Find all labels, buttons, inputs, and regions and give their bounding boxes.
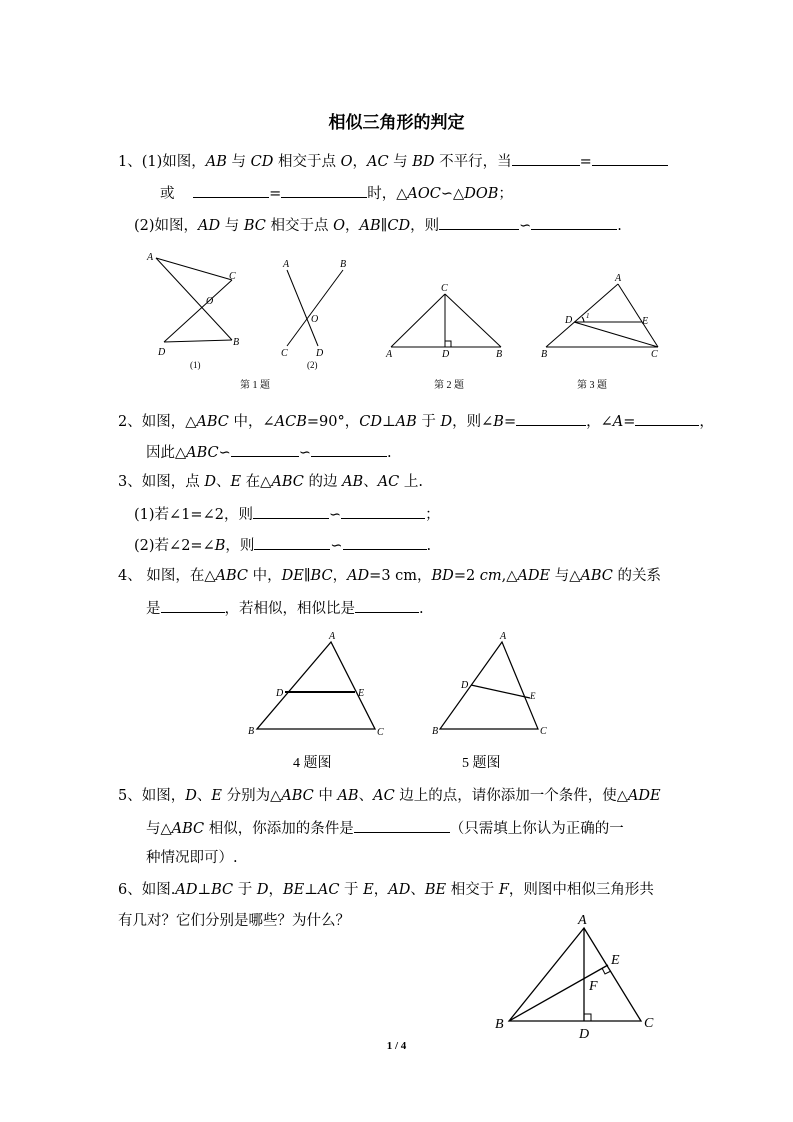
label-C: C xyxy=(644,1016,654,1031)
figure-5 xyxy=(440,642,538,729)
label-A: A xyxy=(386,349,393,360)
label-A: A xyxy=(329,631,336,642)
label-D: D xyxy=(158,347,166,358)
answer-blank[interactable] xyxy=(635,410,699,426)
q5-line1: 5、如图，D、E 分别为△ABC 中 AB、AC 边上的点，请你添加一个条件，使△ADE xyxy=(118,788,661,804)
q2-line1: 2、如图，△ABC 中，∠ACB=90°，CD⊥AB 于 D，则∠B= ，∠A= ， xyxy=(118,410,714,432)
answer-blank[interactable] xyxy=(231,441,299,457)
label-B: B xyxy=(432,726,439,737)
q6-line2: 有几对？它们分别是哪些？为什么？ xyxy=(118,913,350,929)
label-D: D xyxy=(442,349,450,360)
answer-blank[interactable] xyxy=(311,441,387,457)
q1-line1: 1、(1)如图，AB 与 CD 相交于点 O，AC 与 BD 不平行，当 = xyxy=(118,150,668,172)
q1-line2: 或 = 时，△AOC∽△DOB； xyxy=(160,182,513,204)
q6-line1: 6、如图.AD⊥BC 于 D，BE⊥AC 于 E，AD、BE 相交于 F，则图中相似三角形共 xyxy=(118,882,654,898)
label-D: D xyxy=(316,348,324,359)
label-A: A xyxy=(500,631,507,642)
answer-blank[interactable] xyxy=(253,503,329,519)
answer-blank[interactable] xyxy=(516,410,586,426)
page-title: 相似三角形的判定 xyxy=(328,113,465,133)
q3-line2: (1)若∠1=∠2，则 ∽ ； xyxy=(134,503,440,525)
answer-blank[interactable] xyxy=(161,597,225,613)
label-B: B xyxy=(248,726,255,737)
label-B: B xyxy=(340,259,347,270)
label-C: C xyxy=(281,348,288,359)
label-E: E xyxy=(611,953,620,968)
label-E: E xyxy=(530,691,536,701)
label-C: C xyxy=(377,727,384,738)
q5-line3: 种情况即可）. xyxy=(146,850,238,866)
label-A: A xyxy=(615,273,622,284)
q4-line1: 4、 如图，在△ABC 中，DE∥BC，AD=3 cm，BD=2 cm,△ADE 与△ABC 的关系 xyxy=(118,568,661,584)
label-B: B xyxy=(233,337,240,348)
label-A: A xyxy=(147,252,154,263)
answer-blank[interactable] xyxy=(343,534,427,550)
answer-blank[interactable] xyxy=(355,597,419,613)
label-C: C xyxy=(441,283,448,294)
label-O: O xyxy=(206,296,214,307)
answer-blank[interactable] xyxy=(341,503,425,519)
label-D: D xyxy=(276,688,284,699)
caption-q2: 第 2 题 xyxy=(434,380,464,391)
angle-1-label: 1 xyxy=(586,312,590,320)
label-B: B xyxy=(541,349,548,360)
answer-blank[interactable] xyxy=(354,817,450,833)
figure-1-1 xyxy=(156,258,232,342)
q4-line2: 是 ，若相似，相似比是 . xyxy=(146,597,424,619)
label-F: F xyxy=(589,979,598,994)
caption-q3: 第 3 题 xyxy=(577,380,607,391)
label-E: E xyxy=(358,688,365,699)
label-B: B xyxy=(496,349,503,360)
figure-2 xyxy=(391,294,501,347)
caption-1-1: (1) xyxy=(190,360,201,370)
q2-line2: 因此△ABC∽ ∽ . xyxy=(146,441,392,463)
caption-q4: 4 题图 xyxy=(293,756,332,771)
q1-line3: (2)如图，AD 与 BC 相交于点 O，AB∥CD，则 ∽ . xyxy=(134,214,622,236)
label-A: A xyxy=(283,259,290,270)
answer-blank[interactable] xyxy=(254,534,330,550)
caption-q5: 5 题图 xyxy=(462,756,501,771)
label-O: O xyxy=(311,314,319,325)
label-D: D xyxy=(461,680,469,691)
figure-6 xyxy=(509,928,641,1021)
q3-line1: 3、如图，点 D、E 在△ABC 的边 AB、AC 上. xyxy=(118,474,423,490)
figure-4 xyxy=(257,642,375,729)
page-number: 1 / 4 xyxy=(386,1040,407,1052)
label-C: C xyxy=(651,349,658,360)
label-E: E xyxy=(642,316,649,327)
label-B: B xyxy=(495,1017,504,1032)
label-A: A xyxy=(578,913,587,928)
label-D: D xyxy=(579,1027,590,1042)
label-D: D xyxy=(565,315,573,326)
figure-1-2 xyxy=(287,270,343,346)
caption-q1: 第 1 题 xyxy=(240,380,270,391)
label-C: C xyxy=(540,726,547,737)
q3-line3: (2)若∠2=∠B，则 ∽ . xyxy=(134,534,431,556)
caption-1-2: (2) xyxy=(307,360,318,370)
label-C: C xyxy=(229,271,236,282)
q5-line2: 与△ABC 相似，你添加的条件是 （只需填上你认为正确的一 xyxy=(146,817,624,839)
